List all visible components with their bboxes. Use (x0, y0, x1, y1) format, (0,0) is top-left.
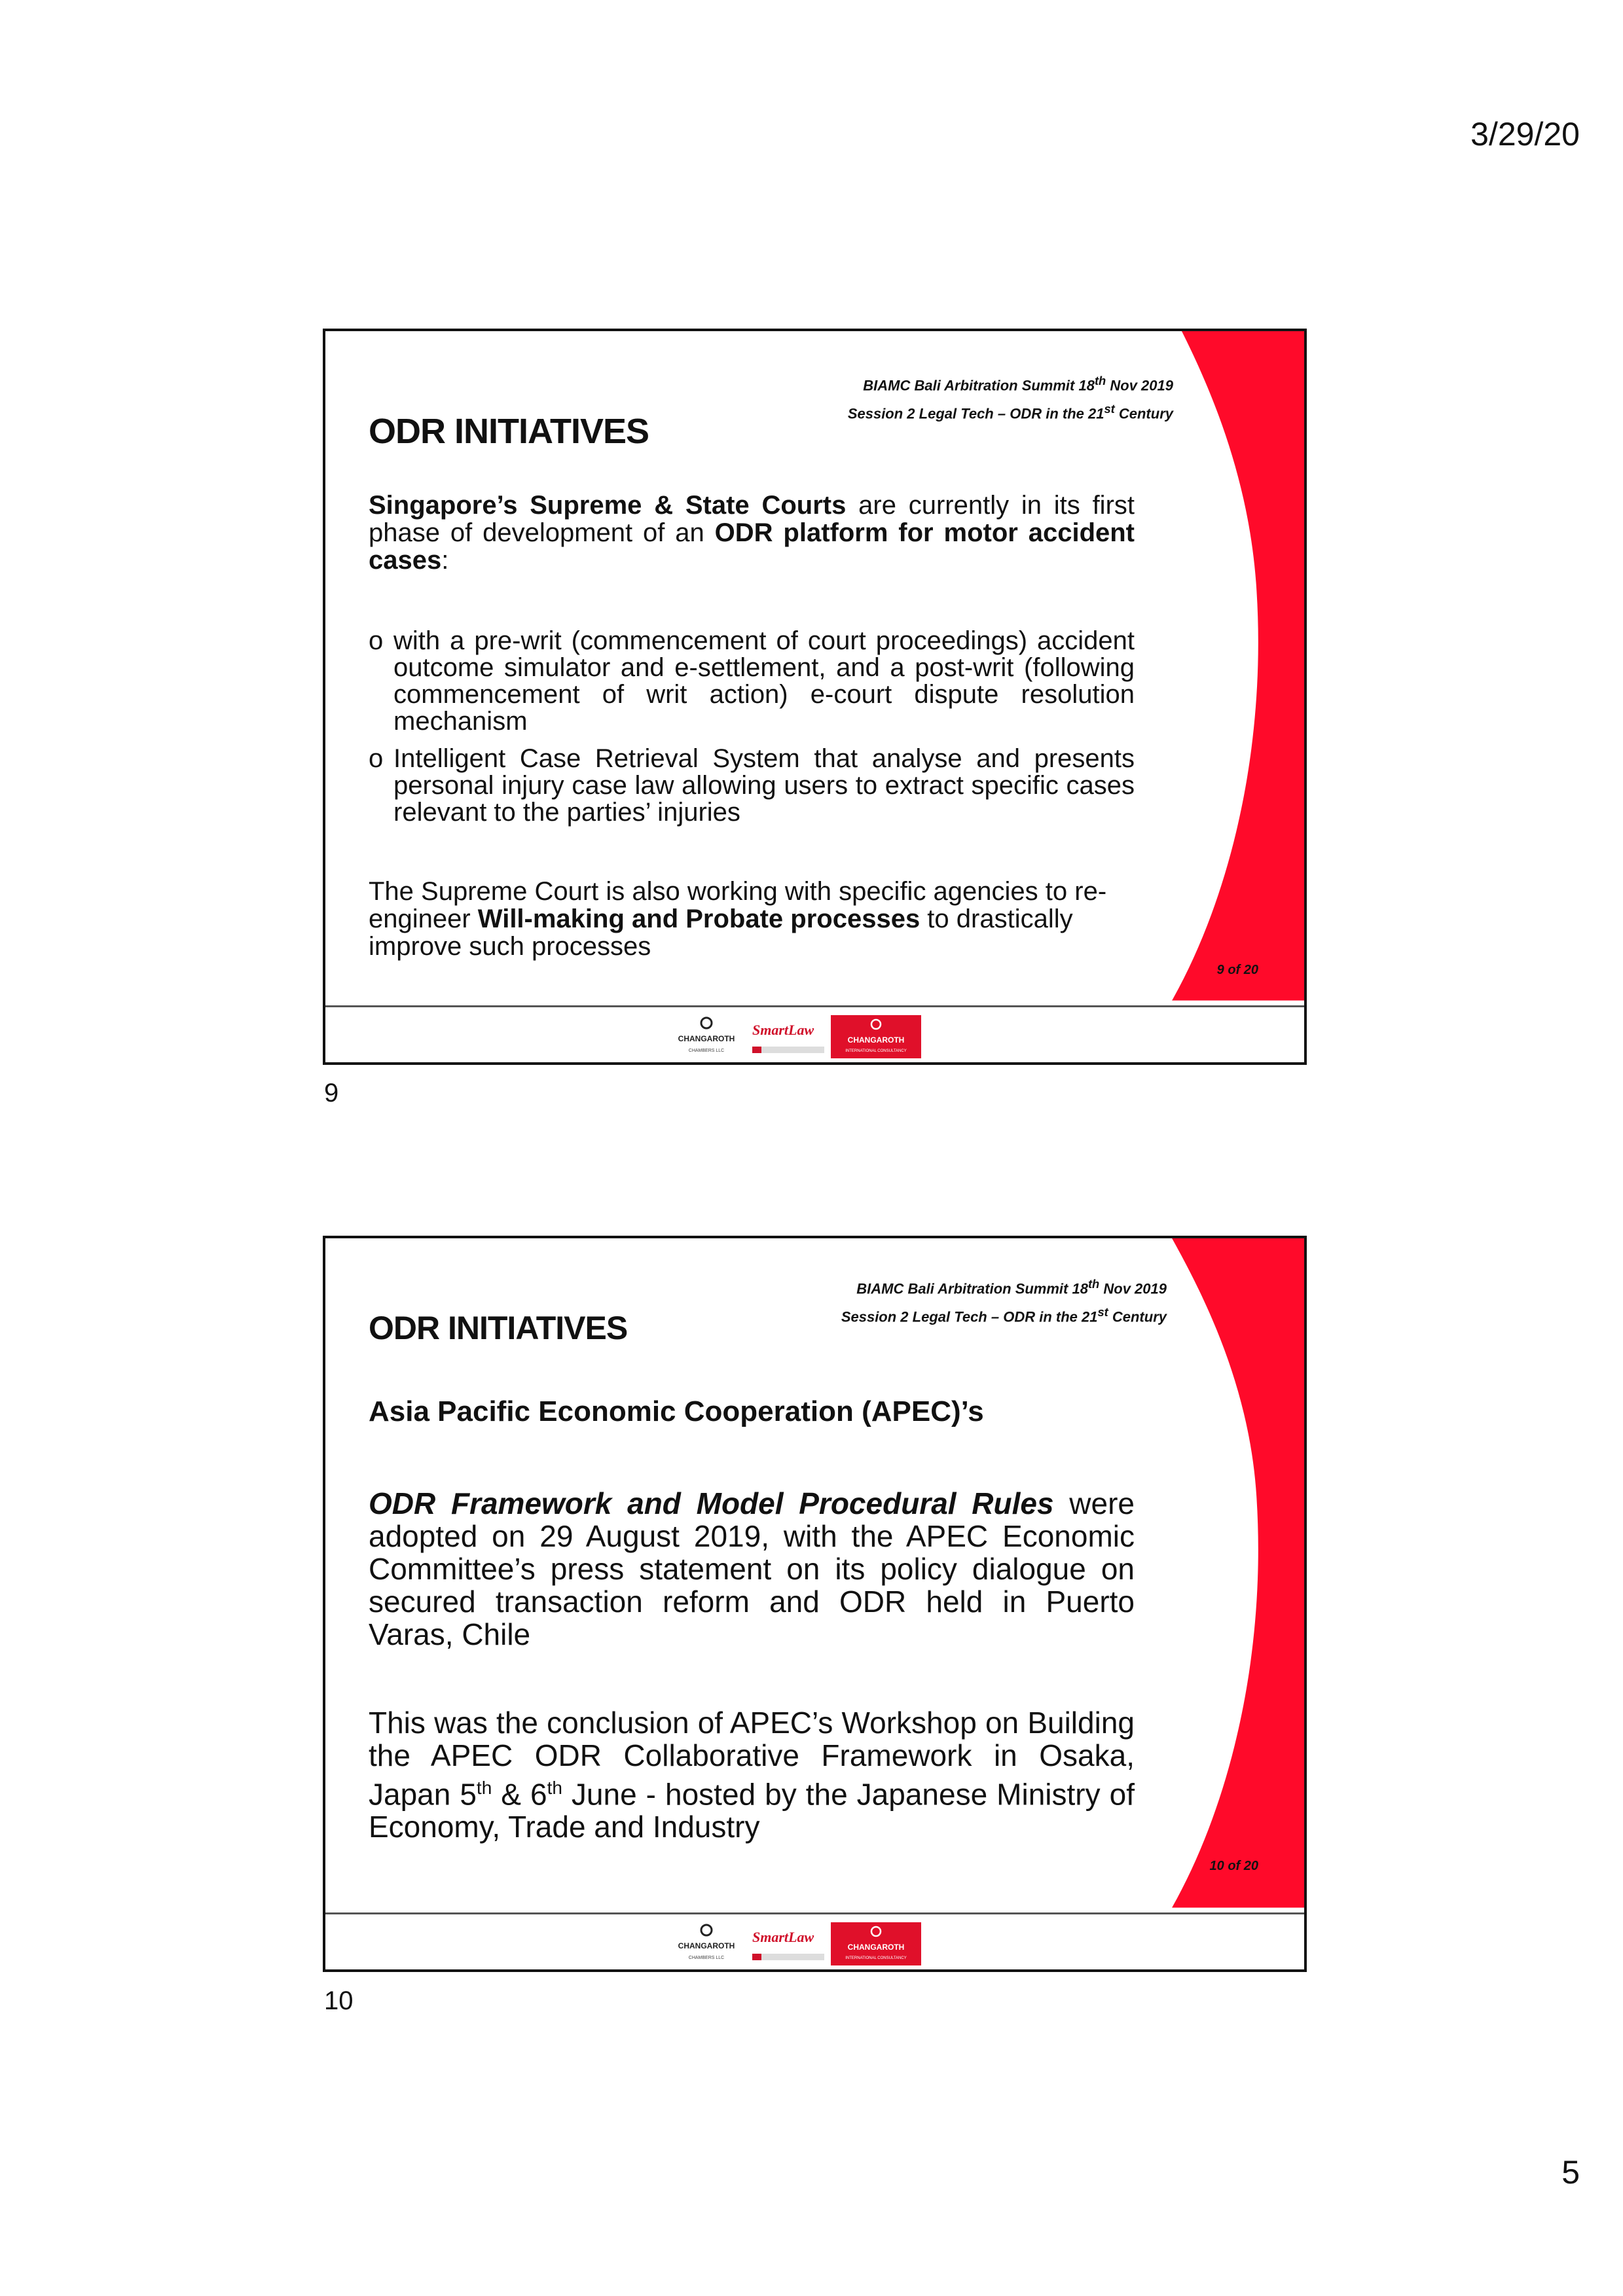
slide-title: ODR INITIATIVES (369, 1310, 628, 1346)
changaroth-consultancy-logo (831, 1922, 921, 1965)
smartlaw-logo (752, 1022, 824, 1053)
bullet-item: o Intelligent Case Retrieval System that analyse and presents personal injury case law allowing users to extract specific cases relevant to the parties’ injuries (369, 744, 1135, 827)
svg-text:CHANGAROTH: CHANGAROTH (678, 1941, 735, 1950)
changaroth-chambers-logo (678, 1018, 735, 1053)
page-number: 5 (1561, 2154, 1580, 2191)
changaroth-consultancy-logo (831, 1015, 921, 1058)
svg-text:INTERNATIONAL CONSULTANCY: INTERNATIONAL CONSULTANCY (845, 1049, 907, 1053)
svg-text:INTERNATIONAL CONSULTANCY: INTERNATIONAL CONSULTANCY (845, 1956, 907, 1960)
slide-counter: 10 of 20 (1209, 1859, 1258, 1873)
svg-text:CHANGAROTH: CHANGAROTH (847, 1035, 905, 1045)
session-info: BIAMC Bali Arbitration Summit 18th Nov 2019 Session 2 Legal Tech – ODR in the 21st Century (841, 1277, 1167, 1325)
intro-paragraph: Singapore’s Supreme & State Courts are currently in its first phase of development of an ODR platform for motor accident cases: (369, 491, 1135, 575)
svg-text:SmartLaw: SmartLaw (752, 1022, 814, 1038)
slide-counter: 9 of 20 (1216, 963, 1258, 977)
svg-text:CHANGAROTH: CHANGAROTH (678, 1034, 735, 1043)
subheading: Asia Pacific Economic Cooperation (APEC)’s (369, 1395, 984, 1427)
bullet-marker: o (369, 744, 384, 773)
svg-text:CHAMBERS LLC: CHAMBERS LLC (688, 1956, 725, 1960)
page-date: 3/29/20 (1470, 116, 1580, 152)
changaroth-chambers-logo (678, 1925, 735, 1960)
sponsor-logos (666, 1921, 928, 1967)
slide-number: 10 (324, 1986, 354, 2015)
framework-paragraph: ODR Framework and Model Procedural Rules were adopted on 29 August 2019, with the APEC Economic Committee’s press statement on its policy dialogue on secured transaction reform and ODR held in Puerto Varas, Chile (369, 1486, 1135, 1651)
svg-text:SmartLaw: SmartLaw (752, 1929, 814, 1945)
closing-paragraph: The Supreme Court is also working with specific agencies to re-engineer Will-making and Probate processes to drastically improve such processes (369, 877, 1107, 961)
footer-divider (325, 1912, 1304, 1914)
session-info: BIAMC Bali Arbitration Summit 18th Nov 2019 Session 2 Legal Tech – ODR in the 21st Century (847, 374, 1173, 422)
smartlaw-logo (752, 1929, 824, 1960)
slide-number: 9 (324, 1079, 339, 1107)
slide-title: ODR INITIATIVES (369, 412, 649, 451)
svg-text:CHANGAROTH: CHANGAROTH (847, 1943, 905, 1952)
bullet-item: o with a pre-writ (commencement of court proceedings) accident outcome simulator and e-settlement, and a post-writ (following commencement of writ action) e-court dispute resolution mechanism (369, 626, 1135, 736)
bullet-marker: o (369, 626, 384, 655)
footer-divider (325, 1005, 1304, 1007)
slide-9 (323, 329, 1307, 1065)
sponsor-logos (666, 1014, 928, 1060)
slide-10 (323, 1236, 1307, 1972)
workshop-paragraph: This was the conclusion of APEC’s Workshop on Building the APEC ODR Collaborative Framework in Osaka, Japan 5th & 6th June - hosted by the Japanese Ministry of Economy, Trade and Industry (369, 1706, 1135, 1844)
svg-text:CHAMBERS LLC: CHAMBERS LLC (688, 1049, 725, 1053)
